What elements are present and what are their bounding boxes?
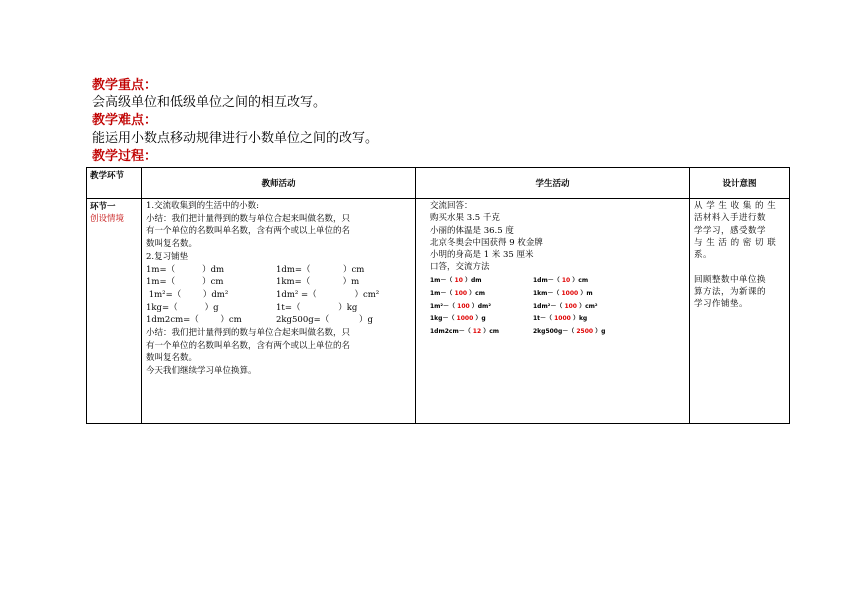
text-line: 活材料入手进行数 (694, 213, 767, 224)
process-heading: 教学过程： (92, 149, 158, 164)
text-line: 数叫复名数。 (146, 353, 198, 364)
answer-unit: ）kg (572, 315, 588, 323)
answer-value: 10 (559, 277, 573, 285)
answer-value: 1000 (454, 315, 476, 323)
exercise-item: 1m=（ ）cm (146, 277, 224, 288)
exercise-item: 2kg500g=（ ）g (276, 315, 373, 326)
text-line: 小明的身高是 1 米 35 厘米 (430, 250, 534, 261)
answer-unit: ）g (475, 315, 486, 323)
text-line: 今天我们继续学习单位换算。 (146, 366, 257, 377)
difficulties-heading: 教学难点： (92, 113, 158, 128)
student-activity-cell (416, 199, 690, 424)
answer-value: 100 (562, 302, 580, 310)
answer-item (533, 326, 605, 338)
answer-row (430, 275, 683, 288)
answer-prefix: 1dm²－（ (533, 302, 563, 310)
answer-row (430, 288, 683, 301)
header-design: 设计意图 (690, 168, 790, 199)
answer-prefix: 1kg－（ (430, 315, 455, 323)
review-exercises (146, 264, 411, 328)
answer-item (430, 326, 533, 338)
answer-prefix: 1dm2cm－（ (430, 328, 471, 336)
answer-value: 10 (452, 277, 465, 285)
exercise-item: 1dm² =（ ）cm² (276, 289, 380, 300)
exercise-item: 1dm=（ ）cm (276, 264, 365, 275)
exercise-row (146, 264, 411, 277)
answer-image (430, 275, 683, 339)
difficulties-text: 能运用小数点移动规律进行小数单位之间的改写。 (92, 131, 379, 146)
answer-unit: ）cm (483, 328, 500, 336)
text-line: 小结：我们把计量得到的数与单位合起来叫做名数，只 (146, 328, 351, 339)
exercise-item: 1t=（ ）kg (276, 302, 358, 313)
stage-title: 环节一 (90, 202, 116, 212)
answer-unit: ）g (595, 328, 606, 336)
text-line: 小丽的体温是 36.5 度 (430, 225, 514, 236)
text-line: 北京冬奥会中国获得 9 枚金牌 (430, 237, 543, 248)
answer-unit: ）dm (464, 277, 482, 285)
text-line: 与 生 活 的 密 切 联 (694, 237, 777, 248)
teacher-activity-cell (142, 199, 416, 424)
header-student: 学生活动 (416, 168, 690, 199)
text-line: 2.复习铺垫 (146, 251, 189, 262)
answer-item (533, 301, 598, 313)
exercise-row (146, 276, 411, 289)
header-stage: 教学环节 (87, 168, 142, 199)
lesson-table (86, 167, 790, 424)
answer-item (533, 288, 593, 300)
text-line: 口答，交流方法 (430, 262, 490, 273)
answer-prefix: 1t－（ (533, 315, 553, 323)
header-teacher: 教师活动 (142, 168, 416, 199)
text-line: 数叫复名数。 (146, 239, 198, 250)
text-line (694, 261, 785, 273)
answer-unit: ）dm² (471, 302, 491, 310)
table-header-row (87, 168, 790, 199)
key-points-heading: 教学重点： (92, 78, 158, 93)
answer-value: 100 (452, 289, 470, 297)
answer-prefix: 1m－（ (430, 277, 453, 285)
teacher-intro (146, 200, 411, 264)
text-line: 算方法，为新课的 (694, 287, 767, 298)
answer-value: 1000 (559, 289, 581, 297)
exercise-row (146, 302, 411, 315)
answer-prefix: 1km－（ (533, 289, 560, 297)
answer-prefix: 2kg500g－（ (533, 328, 575, 336)
answer-value: 100 (455, 302, 472, 310)
answer-unit: ）cm (469, 289, 485, 297)
text-line: 小结：我们把计量得到的数与单位合起来叫做名数，只 (146, 213, 351, 224)
answer-item (430, 275, 533, 287)
answer-item (533, 313, 587, 325)
text-line: 从 学 生 收 集 的 生 (694, 201, 777, 211)
exercise-row (146, 289, 411, 302)
answer-unit: ）cm (572, 277, 589, 285)
table-row (87, 199, 790, 424)
stage-cell (87, 199, 142, 424)
design-intent-cell (690, 199, 790, 424)
student-answers-text (430, 200, 683, 274)
exercise-item: 1m²=（ ）dm² (146, 289, 229, 300)
text-line: 回顾整数中单位换 (694, 274, 767, 285)
exercise-item: 1km=（ ）m (276, 277, 360, 288)
key-points-text: 会高级单位和低级单位之间的相互改写。 (92, 95, 327, 110)
design-intent-text (694, 200, 785, 311)
answer-row (430, 300, 683, 313)
exercise-item: 1kg=（ ）g (146, 302, 219, 313)
answer-value: 12 (470, 328, 484, 336)
exercise-item: 1m=（ ）dm (146, 264, 225, 275)
answer-item (430, 313, 533, 325)
answer-row (430, 313, 683, 326)
answer-item (533, 275, 588, 287)
answer-prefix: 1dm－（ (533, 277, 560, 285)
text-line: 学学习，感受数学 (694, 225, 767, 236)
answer-value: 1000 (552, 315, 573, 323)
answer-item (430, 301, 533, 313)
answer-value: 2500 (574, 328, 596, 336)
answer-unit: ）cm² (579, 302, 598, 310)
text-line: 购买水果 3.5 千克 (430, 213, 500, 224)
text-line: 学习作铺垫。 (694, 299, 749, 310)
teacher-summary (146, 327, 411, 378)
answer-row (430, 326, 683, 339)
answer-prefix: 1m²－（ (430, 302, 456, 310)
text-line: 1.交流收集到的生活中的小数: (146, 201, 259, 211)
text-line: 系。 (694, 250, 713, 261)
text-line: 有一个单位的名数叫单名数，含有两个或以上单位的名 (146, 340, 351, 351)
answer-prefix: 1m－（ (430, 289, 453, 297)
answer-item (430, 288, 533, 300)
text-line: 交流回答： (430, 201, 473, 211)
text-line: 有一个单位的名数叫单名数，含有两个或以上单位的名 (146, 226, 351, 237)
exercise-item: 1dm2cm=（ ）cm (146, 315, 242, 326)
answer-unit: ）m (580, 289, 593, 297)
exercise-row (146, 314, 411, 327)
stage-subtitle: 创设情境 (90, 214, 125, 224)
